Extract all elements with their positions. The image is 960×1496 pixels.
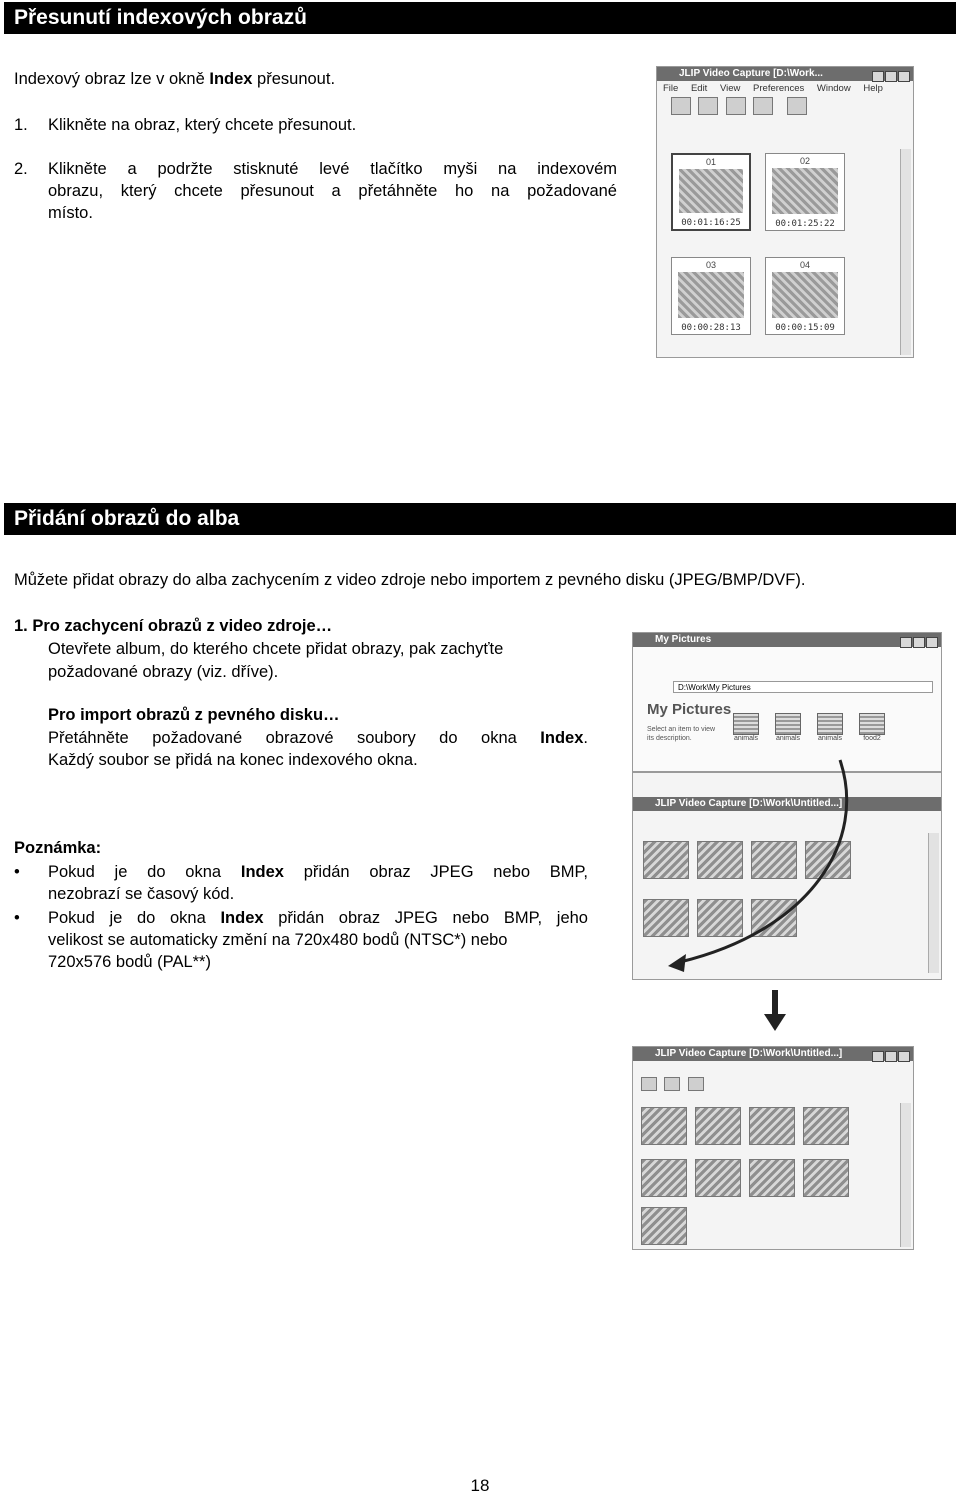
menu-preferences[interactable]: Preferences (753, 83, 805, 94)
index-thumbnail[interactable]: 02 00:01:25:22 (765, 153, 845, 231)
bullet-icon: • (14, 909, 20, 927)
menu-bar (633, 648, 941, 661)
import-item-line2: Každý soubor se přidá na konec indexového okna. (48, 751, 418, 769)
step-2-number: 2. (14, 160, 28, 178)
thumbnail-image (772, 168, 838, 214)
capture-item-line1: Otevřete album, do kterého chcete přidat obrazy, pak zachyťte (48, 640, 504, 658)
import-item-line1: Přetáhněte požadované obrazové soubory do okna Index. (48, 729, 588, 747)
jlip-window-screenshot (656, 66, 914, 358)
copy-icon[interactable] (726, 97, 746, 115)
section-heading-add: Přidání obrazů do alba (4, 503, 956, 535)
address-field[interactable]: D:\Work\My Pictures (673, 681, 933, 693)
image-file-icon[interactable]: animals (731, 713, 761, 749)
section-heading-move: Přesunutí indexových obrazů (4, 2, 956, 34)
thumbnail-image[interactable] (641, 1207, 687, 1245)
window-title: JLIP Video Capture [D:\Work\Untitled...] (633, 1047, 913, 1061)
menu-help[interactable]: Help (863, 83, 883, 94)
thumbnail-image[interactable] (803, 1107, 849, 1145)
vertical-scrollbar[interactable] (900, 1103, 911, 1247)
image-file-icon[interactable]: animals (815, 713, 845, 749)
jlip-result-screenshot (632, 1046, 914, 1250)
thumbnail-image[interactable] (695, 1107, 741, 1145)
drag-arrow-icon (632, 700, 942, 980)
thumbnail-image[interactable] (749, 1159, 795, 1197)
step-1-text: Klikněte na obraz, který chcete přesunout. (48, 116, 357, 134)
note-title: Poznámka: (14, 839, 102, 857)
print-icon[interactable] (753, 97, 773, 115)
thumbnail-image[interactable] (749, 1107, 795, 1145)
thumbnail-image[interactable] (641, 1107, 687, 1145)
menu-bar (633, 1062, 913, 1075)
bullet-icon: • (14, 863, 20, 881)
capture-item-line2: požadované obrazy (viz. dříve). (48, 663, 279, 681)
vertical-scrollbar[interactable] (900, 149, 911, 355)
import-icon[interactable] (698, 97, 718, 115)
import-item-title: Pro import obrazů z pevného disku… (48, 706, 340, 724)
capture-icon[interactable] (671, 97, 691, 115)
window-title: JLIP Video Capture [D:\Work\Untitled...] (633, 797, 941, 811)
thumbnail-image (678, 272, 744, 318)
step-2-text: Klikněte a podržte stisknuté levé tlačítko myši na indexovém obrazu, který chcete přesunout a přetáhněte ho na požadované místo. (48, 160, 617, 222)
index-thumbnail[interactable]: 04 00:00:15:09 (765, 257, 845, 335)
note-bullet-1: Pokud je do okna Index přidán obraz JPEG nebo BMP, nezobrazí se časový kód. (48, 863, 588, 903)
page-number: 18 (470, 1476, 490, 1495)
image-file-icon[interactable]: food2 (857, 713, 887, 749)
menu-edit[interactable]: Edit (690, 83, 708, 94)
step-1-number: 1. (14, 116, 28, 134)
import-icon[interactable] (664, 1077, 680, 1091)
add-intro: Můžete přidat obrazy do alba zachycením z video zdroje nebo importem z pevného disku (JPEG/BMP/DVF). (14, 571, 806, 589)
toolbar (671, 97, 810, 120)
move-intro: Indexový obraz lze v okně Index přesunout. (14, 70, 336, 88)
menu-file[interactable]: File (663, 83, 679, 94)
window-title: JLIP Video Capture [D:\Work... (657, 67, 913, 81)
index-thumbnail[interactable]: 03 00:00:28:13 (671, 257, 751, 335)
capture-item-title: 1. Pro zachycení obrazů z video zdroje… (14, 617, 333, 635)
folder-hint: Select an item to view its description. (647, 726, 716, 742)
toolbar (641, 1077, 707, 1096)
menu-view[interactable]: View (719, 83, 741, 94)
folder-heading: My Pictures (647, 701, 732, 718)
down-arrow-icon (762, 990, 788, 1032)
thumbnail-image[interactable] (695, 1159, 741, 1197)
copy-icon[interactable] (688, 1077, 704, 1091)
image-file-icon[interactable]: animals (773, 713, 803, 749)
menu-window[interactable]: Window (816, 83, 851, 94)
export-icon[interactable] (787, 97, 807, 115)
window-title: My Pictures (633, 633, 941, 647)
index-thumbnail[interactable]: 01 00:01:16:25 (671, 153, 751, 231)
note-bullet-2: Pokud je do okna Index přidán obraz JPEG nebo BMP, jeho velikost se automaticky změní na 720x480 bodů (NTSC*) nebo 720x576 bodů (PAL**) (48, 909, 588, 971)
menu-bar (657, 82, 913, 95)
thumbnail-image[interactable] (641, 1159, 687, 1197)
capture-icon[interactable] (641, 1077, 657, 1091)
thumbnail-image (679, 169, 743, 213)
thumbnail-image[interactable] (803, 1159, 849, 1197)
thumbnail-image (772, 272, 838, 318)
